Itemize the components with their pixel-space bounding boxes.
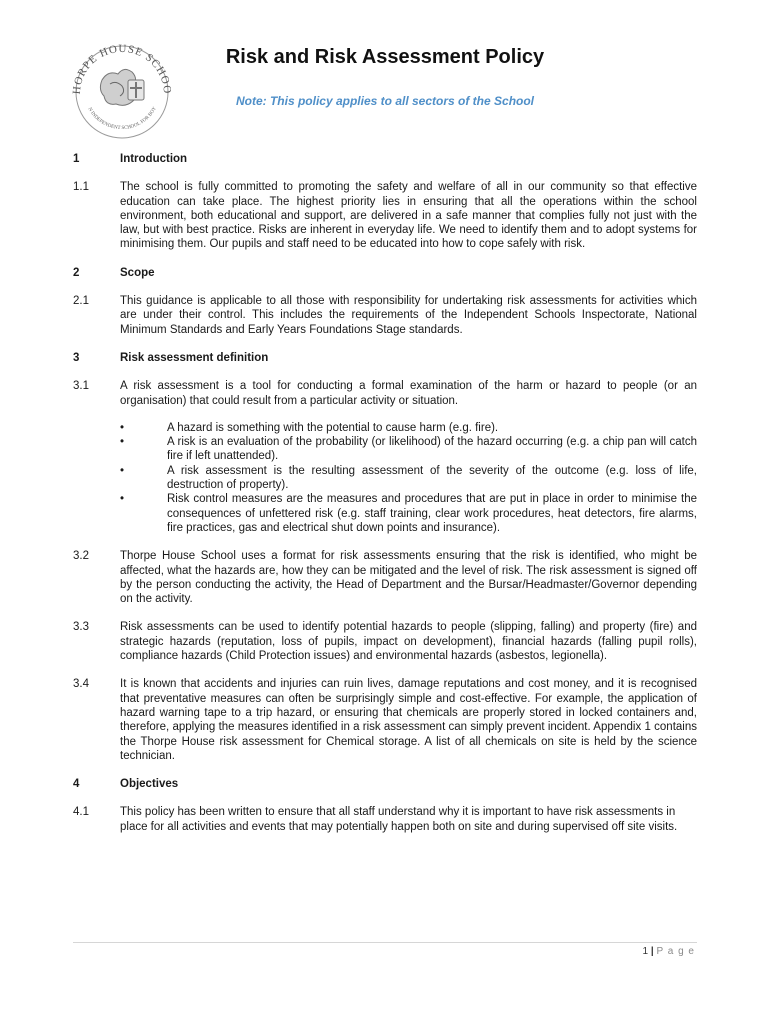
section-title: Objectives xyxy=(120,778,179,791)
paragraph-number: 4.1 xyxy=(73,806,89,819)
paragraph xyxy=(73,294,697,337)
page-label: P a g e xyxy=(656,946,695,957)
page-title: Risk and Risk Assessment Policy xyxy=(225,46,545,68)
bullet-icon: • xyxy=(120,421,125,434)
document-body xyxy=(73,152,697,834)
bullet-icon: • xyxy=(120,436,125,449)
list-item-text: A hazard is something with the potential to cause harm (e.g. fire). xyxy=(167,421,499,434)
section-title: Introduction xyxy=(120,153,188,165)
paragraph xyxy=(73,549,697,606)
section-heading xyxy=(73,152,697,166)
paragraph xyxy=(73,180,697,251)
list-item xyxy=(120,492,697,535)
bullet-list xyxy=(120,421,697,535)
section-heading xyxy=(73,266,697,280)
paragraph xyxy=(73,805,697,834)
list-item xyxy=(120,464,697,493)
paragraph-text: It is known that accidents and injuries can ruin lives, damage reputations and cost money, and it is recognised that preventative measures can often be surprisingly simple and cost-effective. For example, the application of hazard warning tape to a trip hazard, or ensuring that chemicals are properly stored in locked containers and, therefore, applying the measures identified in a risk assessment can simply prevent incident. Appendix 1 contains the Thorpe House risk assessment for Chemical storage. A list of all chemicals on site is held by the science technician. xyxy=(120,678,697,762)
paragraph xyxy=(73,620,697,663)
section-heading xyxy=(73,777,697,791)
paragraph-text: A risk assessment is a tool for conducting a formal examination of the harm or hazard to people (or an organisation) that could result from a particular activity or situation. xyxy=(120,380,697,407)
paragraph-text: This guidance is applicable to all those with responsibility for undertaking risk assessments for activities which are under their control. This includes the requirements of the Independent Schools Inspectorate, National Minimum Standards and Early Years Foundations Stage standards. xyxy=(120,295,697,336)
paragraph-number: 2.1 xyxy=(73,295,89,308)
list-item-text: Risk control measures are the measures and procedures that are put in place in order to minimise the consequences of unfettered risk (e.g. staff training, clear work procedures, heat detectors, fire alarms, fire practices, gas and electrical shut down points and insurance). xyxy=(167,493,697,534)
bullet-list-container xyxy=(73,421,697,535)
bullet-icon: • xyxy=(120,493,125,506)
page-separator: | xyxy=(650,946,654,957)
paragraph-number: 3.3 xyxy=(73,621,89,634)
section-number: 4 xyxy=(73,778,80,791)
section-title: Risk assessment definition xyxy=(120,351,269,364)
paragraph-number: 1.1 xyxy=(73,181,89,194)
bullet-icon: • xyxy=(120,464,125,477)
section-heading xyxy=(73,351,697,365)
section-number: 2 xyxy=(73,266,80,279)
section-title: Scope xyxy=(120,266,155,279)
paragraph-number: 3.4 xyxy=(73,678,89,691)
footer-divider xyxy=(73,942,697,943)
list-item xyxy=(120,435,697,464)
section-number: 3 xyxy=(73,351,80,364)
list-item-text: A risk is an evaluation of the probability (or likelihood) of the hazard occurring (e.g. a chip pan will catch fire if left unattended). xyxy=(167,436,697,463)
paragraph-number: 3.1 xyxy=(73,380,89,393)
school-logo xyxy=(66,36,178,140)
page-footer xyxy=(643,946,695,957)
policy-note: Note: This policy applies to all sectors of the School xyxy=(235,94,535,108)
paragraph xyxy=(73,379,697,408)
section-number: 1 xyxy=(73,153,80,165)
list-item-text: A risk assessment is the resulting assessment of the severity of the outcome (e.g. loss of life, destruction of property). xyxy=(167,464,697,492)
paragraph-text: The school is fully committed to promoting the safety and welfare of all in our community so that effective education can take place. The highest priority lies in ensuring that all the operations within the school environment, both educational and support, are delivered in a safe manner that complies fully not just with the law, but with best practice. Risks are inherent in everyday life. We need to identify them and to adopt systems for minimising them. Our pupils and staff need to be educated into how to cope safely with risk. xyxy=(120,181,697,251)
paragraph-text: Thorpe House School uses a format for risk assessments ensuring that the risk is identified, who might be affected, what the hazards are, how they can be mitigated and the level of risk. The risk assessment is signed off by the person conducting the activity, the Head of Department and the Bursar/Headmaster/Governor depending on the activity. xyxy=(120,550,697,606)
paragraph xyxy=(73,677,697,763)
paragraph-text: This policy has been written to ensure that all staff understand why it is important to have risk assessments in place for all activities and events that may potentially happen both on site and during supervised off site visits. xyxy=(120,806,678,833)
svg-text:THORPE HOUSE SCHOOL: HORPE HOUSE SCHOO xyxy=(70,42,174,95)
list-item xyxy=(120,421,697,435)
paragraph-number: 3.2 xyxy=(73,550,89,563)
page-number: 1 xyxy=(642,946,649,957)
paragraph-text: Risk assessments can be used to identify potential hazards to people (slipping, falling) and property (fire) and strategic hazards (reputation, loss of pupils, impact on development), financial hazards (falling pupil rolls), compliance hazards (Child Protection issues) and environmental hazards (asbestos, legionella). xyxy=(120,621,697,663)
svg-text:AN INDEPENDENT SCHOOL FOR BOYS: N INDEPENDENT SCHOOL FOR BOY xyxy=(86,106,158,132)
